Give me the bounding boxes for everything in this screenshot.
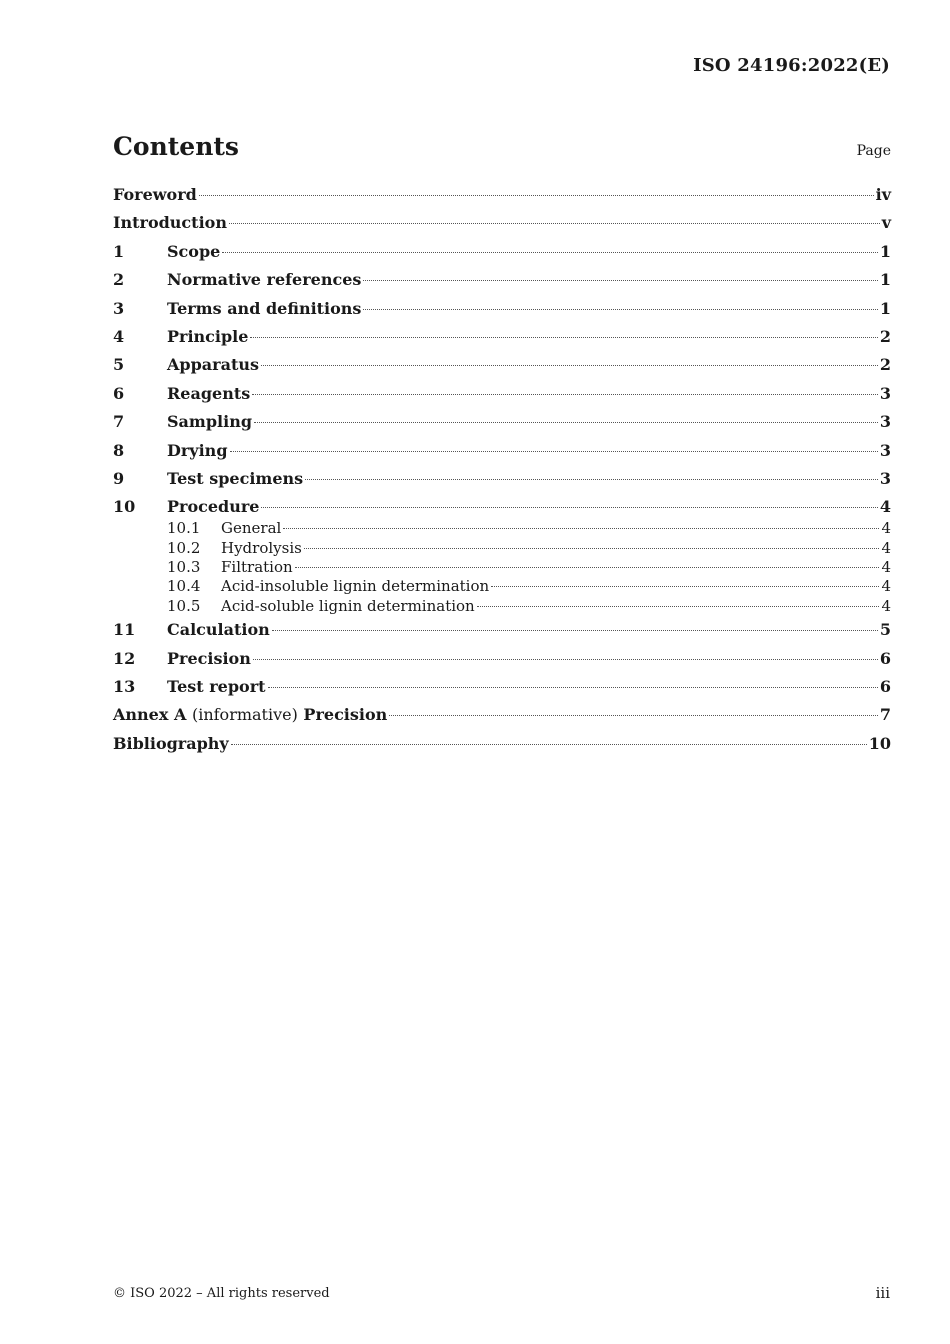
toc-subentry-number: 10.3 <box>167 558 201 577</box>
toc-entry-title: Calculation <box>167 620 270 640</box>
toc-entry-page: 2 <box>879 326 891 346</box>
toc-entry-clause-12[interactable] <box>113 649 891 671</box>
leader-dots <box>305 479 878 480</box>
toc-subentry-title: Filtration <box>221 558 293 577</box>
table-of-contents <box>113 185 891 762</box>
toc-entry-title: Test report <box>167 677 266 697</box>
toc-subentry-10-1[interactable] <box>113 519 891 538</box>
toc-entry-number: 1 <box>113 241 125 261</box>
toc-subentry-page: 4 <box>881 519 891 538</box>
toc-entry-title: Scope <box>167 241 221 261</box>
leader-dots <box>199 195 874 196</box>
toc-entry-clause-10[interactable] <box>113 497 891 519</box>
leader-dots <box>261 507 877 508</box>
toc-entry-title: Sampling <box>167 412 253 432</box>
toc-entry-number: 10 <box>113 497 136 517</box>
toc-entry-clause-11[interactable] <box>113 620 891 642</box>
toc-subentry-number: 10.1 <box>167 519 201 538</box>
toc-subentry-10-5[interactable] <box>113 597 891 616</box>
toc-entry-number: 3 <box>113 298 125 318</box>
toc-subentry-number: 10.4 <box>167 577 201 596</box>
toc-subentry-10-3[interactable] <box>113 558 891 577</box>
leader-dots <box>491 586 879 587</box>
leader-dots <box>283 528 879 529</box>
toc-entry-page: 10 <box>868 733 891 753</box>
toc-subentry-page: 4 <box>881 558 891 577</box>
toc-entry-number: 13 <box>113 677 136 697</box>
leader-dots <box>477 606 880 607</box>
toc-entry-number: 6 <box>113 383 125 403</box>
toc-entry-title: Introduction <box>113 213 227 233</box>
toc-entry-number: 5 <box>113 355 125 375</box>
document-id: ISO 24196:2022(E) <box>693 55 890 76</box>
toc-entry-title: Precision <box>167 648 251 668</box>
toc-entry-clause-13[interactable] <box>113 677 891 699</box>
leader-dots <box>272 630 878 631</box>
toc-entry-page: 1 <box>879 298 891 318</box>
toc-entry-title: Bibliography <box>113 733 229 753</box>
toc-entry-number: 8 <box>113 440 125 460</box>
toc-entry-page: 3 <box>879 383 891 403</box>
leader-dots <box>229 223 880 224</box>
toc-entry-page: 1 <box>879 241 891 261</box>
toc-entry-clause-2[interactable] <box>113 270 891 292</box>
toc-entry-number: 2 <box>113 270 125 290</box>
toc-subentry-title: Hydrolysis <box>221 538 302 557</box>
toc-entry-foreword[interactable] <box>113 185 891 207</box>
leader-dots <box>268 687 878 688</box>
leader-dots <box>254 422 878 423</box>
leader-dots <box>252 394 878 395</box>
toc-entry-page: 7 <box>879 705 891 725</box>
leader-dots <box>363 309 877 310</box>
toc-entry-page: 2 <box>879 355 891 375</box>
toc-entry-clause-7[interactable] <box>113 412 891 434</box>
toc-entry-number: 9 <box>113 468 125 488</box>
toc-entry-title: Foreword <box>113 185 197 204</box>
toc-entry-page: 3 <box>879 440 891 460</box>
toc-entry-title: Apparatus <box>167 355 259 375</box>
toc-subentry-number: 10.2 <box>167 538 201 557</box>
annex-type: (informative) <box>191 705 298 725</box>
annex-title: Precision <box>303 705 388 725</box>
toc-subentry-title: General <box>221 519 282 538</box>
toc-subentry-10-4[interactable] <box>113 577 891 596</box>
toc-entry-title: Drying <box>167 440 228 460</box>
leader-dots <box>389 715 878 716</box>
toc-entry-title: Terms and definitions <box>167 298 362 318</box>
toc-entry-clause-8[interactable] <box>113 441 891 463</box>
toc-subentry-10-2[interactable] <box>113 539 891 558</box>
toc-subentry-title: Acid-insoluble lignin determination <box>221 577 490 596</box>
leader-dots <box>231 744 867 745</box>
toc-entry-number: 4 <box>113 326 125 346</box>
toc-entry-page: v <box>881 213 891 233</box>
toc-entry-clause-3[interactable] <box>113 299 891 321</box>
toc-entry-annex-a[interactable] <box>113 705 891 727</box>
toc-entry-title <box>113 705 387 724</box>
toc-entry-bibliography[interactable] <box>113 734 891 756</box>
leader-dots <box>261 365 878 366</box>
toc-entry-title: Normative references <box>167 270 362 290</box>
toc-entry-title: Reagents <box>167 383 251 403</box>
leader-dots <box>363 280 877 281</box>
toc-entry-page: iv <box>875 185 891 204</box>
leader-dots <box>222 252 878 253</box>
toc-entry-page: 4 <box>879 497 891 517</box>
toc-subentries-clause-10 <box>113 519 891 616</box>
contents-header <box>113 132 891 161</box>
toc-entry-title: Principle <box>167 326 249 346</box>
toc-subentry-number: 10.5 <box>167 596 201 615</box>
toc-entry-page: 6 <box>879 648 891 668</box>
leader-dots <box>304 548 880 549</box>
page-title: Contents <box>113 132 240 161</box>
toc-entry-clause-4[interactable] <box>113 327 891 349</box>
toc-entry-title: Procedure <box>167 497 260 517</box>
leader-dots <box>230 451 878 452</box>
toc-subentry-title: Acid-soluble lignin determination <box>221 596 475 615</box>
toc-entry-title: Test specimens <box>167 468 304 488</box>
page-column-label: Page <box>856 143 891 159</box>
toc-entry-clause-5[interactable] <box>113 355 891 377</box>
toc-entry-page: 3 <box>879 468 891 488</box>
leader-dots <box>253 659 878 660</box>
toc-entry-clause-9[interactable] <box>113 469 891 491</box>
toc-subentry-page: 4 <box>881 596 891 615</box>
footer-page-number: iii <box>875 1284 890 1302</box>
toc-entry-page: 6 <box>879 677 891 697</box>
toc-subentry-page: 4 <box>881 538 891 557</box>
toc-entry-page: 1 <box>879 270 891 290</box>
annex-label: Annex A <box>113 705 187 725</box>
toc-entry-number: 12 <box>113 648 136 668</box>
toc-entry-page: 3 <box>879 412 891 432</box>
toc-entry-number: 7 <box>113 412 125 432</box>
footer-copyright: © ISO 2022 – All rights reserved <box>113 1286 330 1301</box>
toc-entry-introduction[interactable] <box>113 213 891 235</box>
leader-dots <box>250 337 877 338</box>
toc-entry-clause-6[interactable] <box>113 384 891 406</box>
leader-dots <box>295 567 880 568</box>
toc-entry-clause-1[interactable] <box>113 242 891 264</box>
toc-subentry-page: 4 <box>881 577 891 596</box>
toc-entry-number: 11 <box>113 620 136 640</box>
toc-entry-page: 5 <box>879 620 891 640</box>
